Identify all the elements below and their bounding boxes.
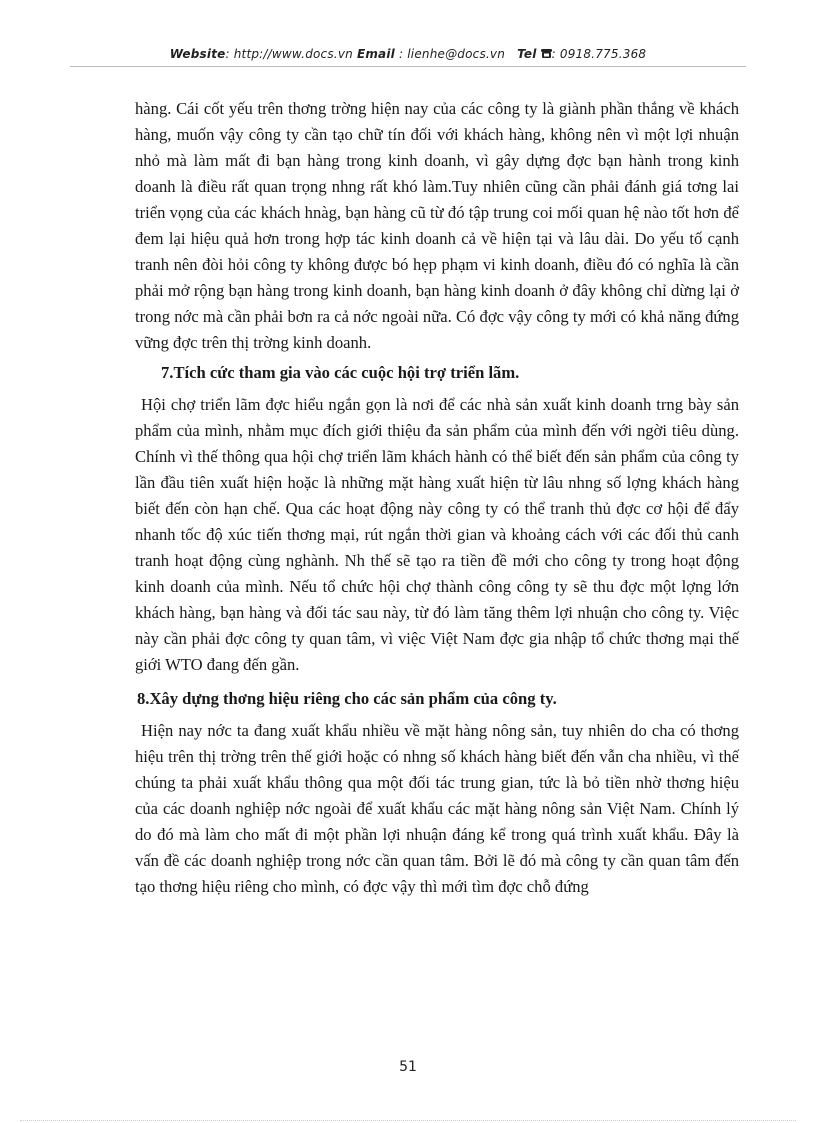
paragraph-trade-fairs: Hội chợ triển lãm đợc hiểu ngắn gọn là nơi để các nhà sản xuất kinh doanh trng bày sản phẩm của mình, nhằm mục đích giới thiệu đa sản phẩm của mình đến với ngời tiêu dùng. Chính vì thế thông qua hội chợ triển lãm khách hành có thể biết đến sản phẩm của công ty lần đầu tiên xuất hiện hoặc là những mặt hàng xuất hiện từ lâu nhng số lợng khách hàng biết đến còn hạn chế. Qua các hoạt động này công ty có thể tranh thủ đợc cơ hội để đẩy nhanh tốc độ xúc tiến thơng mại, rút ngắn thời gian và khoảng cách với các đối thủ canh tranh hoạt động cùng nghành. Nh thế sẽ tạo ra tiền đề mới cho công ty trong hoạt động kinh doanh của mình. Nếu tổ chức hội chợ thành công công ty sẽ thu đợc một lợng lớn khách hàng, bạn hàng và đối tác sau này, từ đó làm tăng thêm lợi nhuận cho công ty. Việc này cần phải đợc công ty quan tâm, vì việc Việt Nam đợc gia nhập tổ chức thơng mại thế giới WTO đang đến gần. (135, 395, 739, 674)
header-divider (70, 66, 746, 67)
tel-label: Tel (517, 47, 537, 61)
document-body (135, 96, 739, 900)
email-value: : lienhe@docs.vn (399, 47, 506, 61)
tel-value: : 0918.775.368 (551, 47, 647, 61)
section-heading-8: 8.Xây dựng thơng hiệu riêng cho các sản phẩm của công ty. (137, 689, 557, 708)
page-header (70, 47, 746, 62)
paragraph-customers: hàng. Cái cốt yếu trên thơng trờng hiện nay của các công ty là giành phần thắng về khách hàng, muốn vậy công ty cần tạo chữ tín đối với khách hàng, không nên vì một lợi nhuận nhỏ mà làm mất đi bạn hàng trong kinh doanh, vì gây dựng đợc bạn hành trong kinh doanh là điều rất quan trọng nhng rất khó làm.Tuy nhiên cũng cần phải đánh giá tơng lai triển vọng của các khách hnàg, bạn hàng cũ từ đó tập trung coi mối quan hệ nào tốt hơn để đem lại hiệu quả hơn trong hợp tác kinh doanh cả về hiện tại và lâu dài. Do yếu tố cạnh tranh nên đòi hỏi công ty không được bó hẹp phạm vi kinh doanh, điều đó có nghĩa là cần phải mở rộng bạn hàng trong kinh doanh, bạn hàng kinh doanh ở đây không chỉ dừng lại ở trong nớc mà cần phải bơn ra cả nớc ngoài nữa. Có đợc vậy công ty mới có khả năng đứng vững đợc trên thị trờng kinh doanh. (135, 99, 739, 352)
page-number: 51 (399, 1059, 417, 1075)
website-label: Website (169, 47, 226, 61)
footer-divider (20, 1120, 796, 1121)
paragraph-brand: Hiện nay nớc ta đang xuất khẩu nhiều về mặt hàng nông sản, tuy nhiên do cha có thơng hiệu trên thị trờng trên thế giới hoặc có nhng số khách hàng biết đến vẫn cha nhiều, vì thế chúng ta phải xuất khẩu thông qua một đối tác trung gian, tức là bỏ tiền nhờ thơng hiệu của các doanh nghiệp nớc ngoài để xuất khẩu các mặt hàng nông sản Việt Nam. Chính lý do đó mà làm cho mất đi một phần lợi nhuận đáng kể trong quá trình xuất khẩu. Đây là vấn đề các doanh nghiệp trong nớc cần quan tâm. Bởi lẽ đó mà công ty cần quan tâm đến tạo thơng hiệu riêng cho mình, có đợc vậy thì mới tìm đợc chỗ đứng (135, 721, 739, 896)
email-label: Email (356, 47, 395, 61)
website-value: : http://www.docs.vn (225, 47, 353, 61)
phone-icon (541, 48, 552, 62)
section-heading-7: 7.Tích cức tham gia vào các cuộc hội trợ triển lãm. (161, 363, 520, 382)
